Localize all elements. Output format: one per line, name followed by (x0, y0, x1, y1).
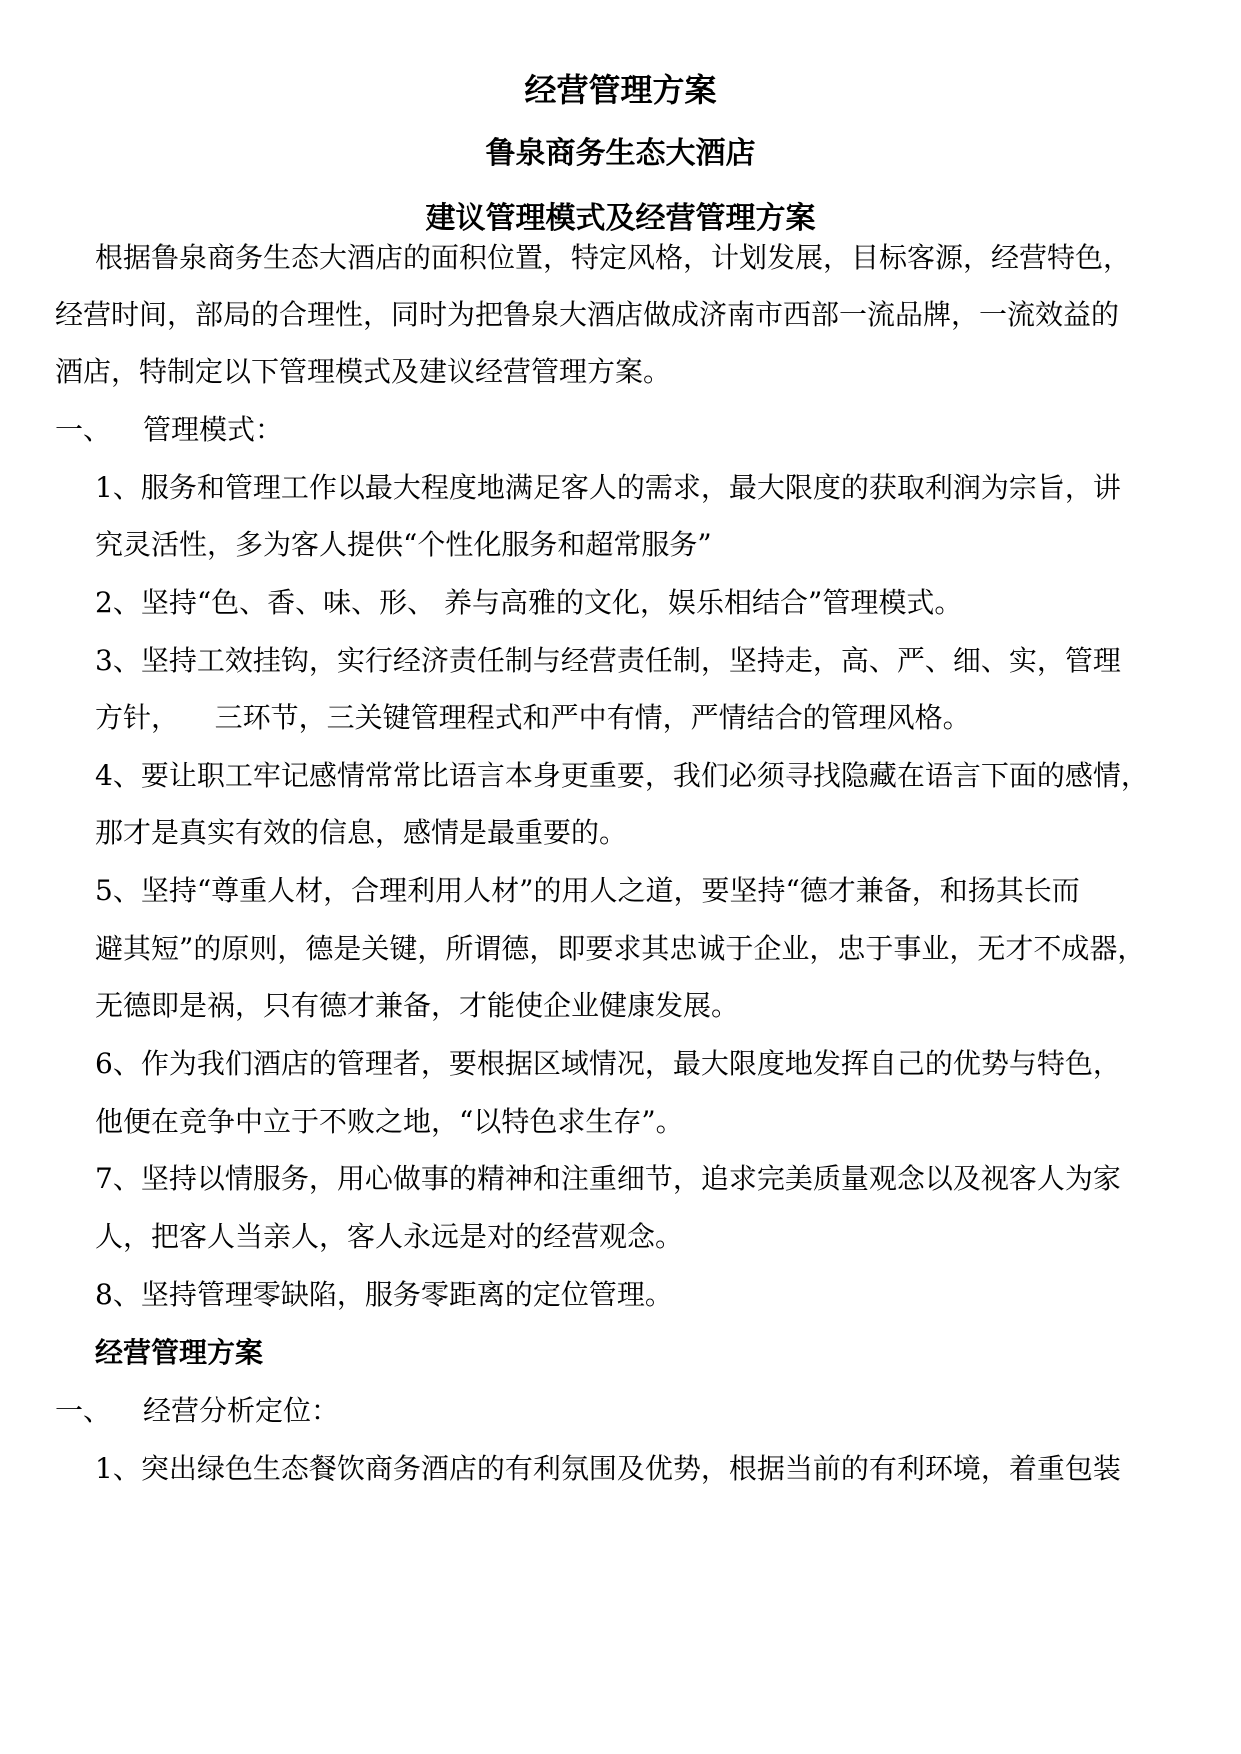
list-item-5-line-1: 5、坚持“尊重人材，合理利用人材”的用人之道，要坚持“德才兼备，和扬其长而 (95, 874, 1080, 907)
section-title-operations: 经营管理方案 (95, 1336, 264, 1369)
list-item-7-line-1: 7、坚持以情服务，用心做事的精神和注重细节，追求完美质量观念以及视客人为家 (95, 1162, 1121, 1195)
section-label: 管理模式： (143, 413, 284, 446)
list-item-3-line-1: 3、坚持工效挂钩，实行经济责任制与经营责任制，坚持走，高、严、细、实，管理 (95, 644, 1121, 677)
intro-line-1: 根据鲁泉商务生态大酒店的面积位置，特定风格，计划发展，目标客源，经营特色， (95, 241, 1132, 274)
intro-line-2: 经营时间，部局的合理性，同时为把鲁泉大酒店做成济南市西部一流品牌，一流效益的 (55, 298, 1120, 331)
section-number: 一、 (55, 413, 112, 446)
list-item-4-line-2: 那才是真实有效的信息，感情是最重要的。 (95, 816, 628, 849)
list-item-6-line-2: 他便在竞争中立于不败之地，“以特色求生存”。 (95, 1105, 684, 1138)
document-subtitle: 鲁泉商务生态大酒店 (485, 136, 756, 171)
section-heading-positioning (55, 1391, 339, 1431)
section-number: 一、 (55, 1394, 112, 1427)
list-item-4-line-1: 4、要让职工牢记感情常常比语言本身更重要，我们必须寻找隐藏在语言下面的感情， (95, 759, 1149, 792)
list-item-5-line-2: 避其短”的原则，德是关键，所谓德，即要求其忠诚于企业，忠于事业，无才不成器， (95, 932, 1146, 965)
document-subtitle-2: 建议管理模式及经营管理方案 (425, 201, 816, 236)
section-heading-management-mode (55, 410, 283, 450)
section-label: 经营分析定位： (143, 1394, 340, 1427)
list-item-5-line-3: 无德即是祸，只有德才兼备，才能使企业健康发展。 (95, 989, 740, 1022)
positioning-item-1-line-1: 1、突出绿色生态餐饮商务酒店的有利氛围及优势，根据当前的有利环境，着重包装 (95, 1452, 1121, 1485)
document-title: 经营管理方案 (524, 71, 717, 109)
list-item-8: 8、坚持管理零缺陷，服务零距离的定位管理。 (95, 1278, 673, 1311)
list-item-2: 2、坚持“色、香、味、形、 养与高雅的文化，娱乐相结合”管理模式。 (95, 586, 963, 619)
list-item-1-line-1: 1、服务和管理工作以最大程度地满足客人的需求，最大限度的获取利润为宗旨，讲 (95, 471, 1121, 504)
list-item-7-line-2: 人，把客人当亲人，客人永远是对的经营观念。 (95, 1220, 684, 1253)
list-item-1-line-2: 究灵活性，多为客人提供“个性化服务和超常服务” (95, 528, 712, 561)
intro-line-3: 酒店，特制定以下管理模式及建议经营管理方案。 (55, 355, 672, 388)
list-item-6-line-1: 6、作为我们酒店的管理者，要根据区域情况，最大限度地发挥自己的优势与特色， (95, 1047, 1121, 1080)
list-item-3-line-2: 方针， 三环节，三关键管理程式和严中有情，严情结合的管理风格。 (95, 701, 971, 734)
